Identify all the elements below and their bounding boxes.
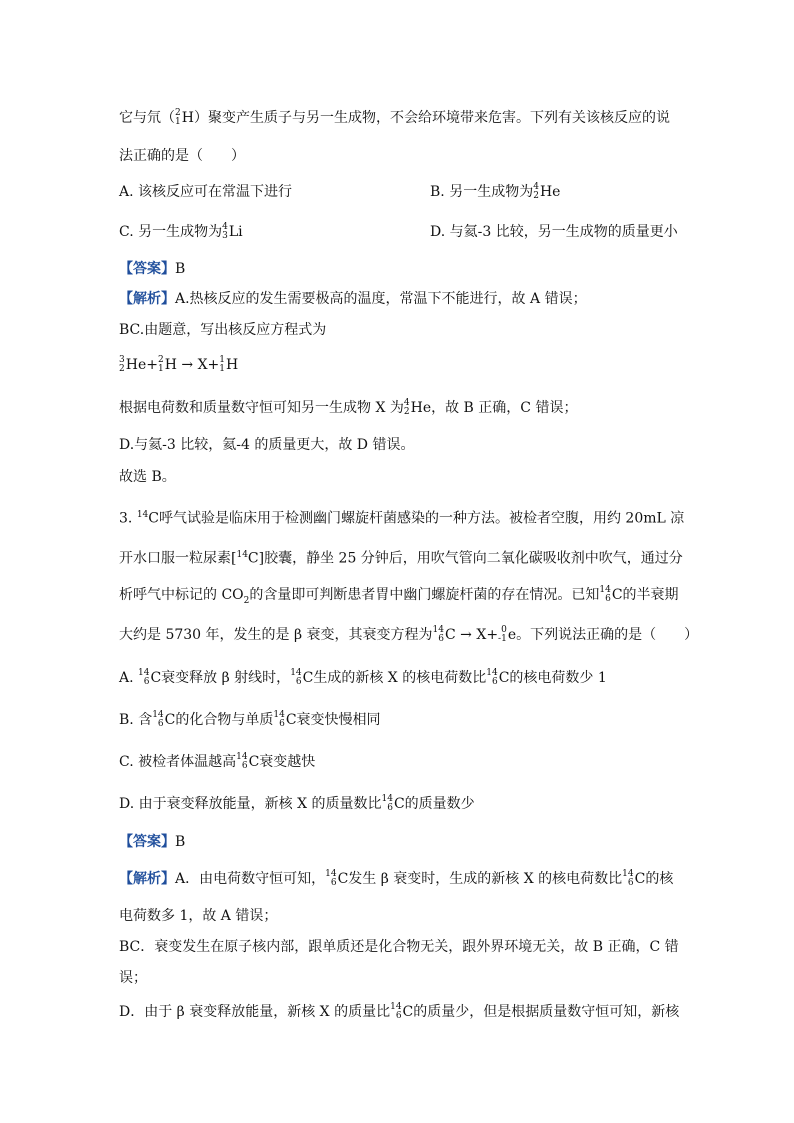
mass-number: 3 [119, 355, 125, 365]
q3-stem-line1 [119, 505, 684, 529]
text: C. 另一生成物为 [119, 224, 223, 240]
element-symbol: He [410, 400, 432, 416]
text: ）聚变产生质子与另一生成物，不会给环境带来危害。下列有关该核反应的说 [193, 110, 670, 126]
q3-option-d [119, 794, 475, 814]
element-symbol: H [181, 110, 194, 126]
mass-number: 14 [236, 752, 248, 762]
q3-analysis-a [119, 869, 673, 889]
mass-number: 14 [325, 869, 337, 879]
question-number: 3. [119, 510, 137, 527]
text: C呼气试验是临床用于检测幽门螺旋杆菌感染的一种方法。被检者空腹，用约 20mL 凉 [148, 510, 685, 527]
q3-analysis-bc: BC．衰变发生在原子核内部，跟单质还是化合物无关，跟外界环境无关，故 B 正确，C 错 [119, 939, 679, 955]
plus-sign: + [146, 357, 158, 373]
nuclide-iso [325, 870, 336, 888]
answer-value: B [175, 261, 186, 277]
text: ，故 B 正确，C 错误； [431, 400, 578, 416]
q2-stem-line2: 法正确的是（ ） [119, 148, 245, 164]
q2-analysis-a [119, 289, 587, 309]
q2-option-b [430, 182, 560, 202]
product-x: X [197, 357, 208, 373]
text: D．由于 β 衰变释放能量，新核 X 的质量比 [119, 1004, 391, 1020]
charge-number: 6 [438, 634, 444, 644]
nuclide-iso [599, 586, 610, 604]
analysis-label: 【解析】 [119, 871, 175, 887]
q3-option-a [119, 668, 607, 688]
subscript: 2 [243, 595, 250, 606]
q2-option-d: D. 与氦-3 比较，另一生成物的质量更小 [430, 224, 678, 240]
q2-analysis-bc: BC.由题意，写出核反应方程式为 [119, 322, 327, 338]
text: C发生 β 衰变时，生成的新核 X 的核电荷数比 [337, 871, 623, 887]
text: C的核电荷数少 1 [498, 670, 607, 686]
text: 析呼气中标记的 CO [119, 587, 244, 603]
charge-number: 2 [119, 364, 125, 374]
text: 的半衰期 [622, 587, 679, 603]
q3-analysis-a-line2: 电荷数多 1，故 A 错误； [119, 908, 278, 924]
text: C. 被检者体温越高 [119, 754, 237, 770]
charge-number: 3 [222, 231, 228, 241]
element-symbol: He [539, 184, 561, 200]
charge-number: 6 [279, 719, 285, 729]
nuclide-iso [404, 399, 410, 417]
deuterium-iso [175, 109, 181, 127]
q2-analysis-conclusion [119, 398, 577, 418]
text: C衰变快慢相同 [285, 712, 381, 728]
text: C]胶囊，静坐 25 分钟后，用吹气管向二氧化碳吸收剂中吹气，通过分 [247, 550, 683, 567]
charge-number: 2 [533, 191, 539, 201]
text: C衰变越快 [248, 754, 316, 770]
mass-number: 14 [273, 710, 285, 720]
electron-symbol: e [507, 627, 517, 643]
reaction-arrow: → [181, 357, 194, 373]
charge-number: 6 [627, 878, 634, 888]
mass-number: 14 [381, 794, 393, 804]
nuclide-iso [138, 669, 149, 687]
element-symbol: He [125, 357, 147, 373]
mass-number: 14 [136, 510, 149, 520]
q2-answer [119, 259, 185, 279]
nuclide-iso [486, 669, 497, 687]
charge-number: 6 [157, 719, 164, 729]
element-symbol: C [611, 587, 623, 603]
text: A. [119, 670, 139, 686]
mass-number: 4 [222, 222, 228, 232]
plus-sign: + [207, 357, 220, 373]
text: 。下列说法正确的是（ ） [516, 627, 699, 643]
mass-number: 14 [290, 668, 302, 678]
analysis-label: 【解析】 [119, 291, 175, 307]
q2-choose: 故选 B。 [119, 469, 176, 485]
q3-stem-line2 [119, 545, 683, 569]
text: C的核 [634, 871, 674, 887]
charge-number: 6 [330, 878, 337, 888]
charge-number: 6 [143, 677, 150, 687]
mass-number: 1 [219, 355, 225, 365]
q2-analysis-d: D.与氦-3 比较，氦-4 的质量更大，故 D 错误。 [119, 437, 415, 453]
text: C的质量数少 [393, 796, 475, 812]
nuclide-iso [433, 626, 444, 644]
nuclide-iso [219, 356, 225, 374]
q2-option-a: A. 该核反应可在常温下进行 [119, 184, 293, 200]
mass-number: 14 [138, 668, 150, 678]
element-symbol: C [444, 627, 456, 643]
mass-number: 14 [486, 668, 498, 678]
text: C衰变释放 β 射线时， [150, 670, 291, 686]
charge-number: 6 [395, 1011, 402, 1021]
nuclide-iso [498, 626, 507, 644]
nuclide-iso [158, 356, 164, 374]
text: A.热核反应的发生需要极高的温度，常温下不能进行，故 A 错误； [175, 291, 587, 307]
nuclide-iso [119, 356, 125, 374]
nuclear-equation [119, 355, 238, 375]
element-symbol: H [164, 357, 177, 373]
nuclide-iso [390, 1003, 401, 1021]
text: 根据电荷数和质量数守恒可知另一生成物 X 为 [119, 400, 404, 416]
element-symbol: H [226, 357, 239, 373]
q3-analysis-d [119, 1002, 679, 1022]
q3-answer [119, 832, 185, 852]
charge-number: 1 [175, 117, 181, 127]
text: 它与氘（ [119, 110, 175, 126]
answer-label: 【答案】 [119, 261, 175, 277]
q3-analysis-bc-line2: 误； [119, 970, 147, 986]
text: C生成的新核 X 的核电荷数比 [302, 670, 487, 686]
nuclide-iso [273, 711, 284, 729]
text: B. 含 [119, 712, 153, 728]
mass-number: 4 [403, 398, 410, 408]
mass-number: 2 [175, 108, 181, 118]
q3-option-c [119, 752, 315, 772]
charge-number: 6 [241, 761, 248, 771]
text: A．由电荷数守恒可知， [175, 871, 326, 887]
text: B. 另一生成物为 [430, 184, 534, 200]
element-symbol: Li [228, 224, 243, 240]
nuclide-iso [152, 711, 163, 729]
mass-number: 14 [432, 625, 444, 635]
charge-number: 6 [295, 677, 302, 687]
product-x: X [476, 627, 487, 643]
charge-number: 6 [605, 594, 611, 604]
nuclide-iso [222, 223, 228, 241]
charge-number: 6 [491, 677, 498, 687]
nuclide-iso [533, 183, 539, 201]
mass-number: 14 [599, 585, 611, 595]
nuclide-iso [382, 795, 393, 813]
mass-number: 14 [622, 869, 634, 879]
mass-number: 2 [157, 355, 164, 365]
text: C的质量少，但是根据质量数守恒可知，新核 [402, 1004, 680, 1020]
charge-number: 6 [387, 803, 393, 813]
q3-stem-line4 [119, 625, 698, 645]
nuclide-iso [236, 753, 247, 771]
nuclide-iso [622, 870, 633, 888]
nuclide-iso [290, 669, 301, 687]
q2-stem-line1 [119, 108, 670, 128]
reaction-arrow: → [460, 627, 472, 643]
plus-sign: + [486, 627, 499, 643]
text: D. 由于衰变释放能量，新核 X 的质量数比 [119, 796, 382, 812]
mass-number: 14 [236, 550, 248, 560]
text: 大约是 5730 年，发生的是 β 衰变，其衰变方程为 [119, 627, 433, 643]
charge-number: 1 [157, 364, 164, 374]
mass-number: 14 [152, 710, 164, 720]
answer-value: B [175, 834, 186, 850]
q3-option-b [119, 710, 381, 730]
q2-option-c [119, 222, 243, 242]
text: C的化合物与单质 [164, 712, 274, 728]
mass-number: 0 [501, 625, 507, 635]
q3-stem-line3 [119, 585, 679, 611]
text: 的含量即可判断患者胃中幽门螺旋杆菌的存在情况。已知 [249, 587, 600, 603]
charge-number: 2 [403, 407, 410, 417]
charge-number: -1 [498, 634, 507, 644]
mass-number: 14 [390, 1002, 402, 1012]
answer-label: 【答案】 [119, 834, 175, 850]
charge-number: 1 [219, 364, 225, 374]
mass-number: 4 [533, 182, 539, 192]
text: 开水口服一粒尿素[ [119, 550, 237, 567]
